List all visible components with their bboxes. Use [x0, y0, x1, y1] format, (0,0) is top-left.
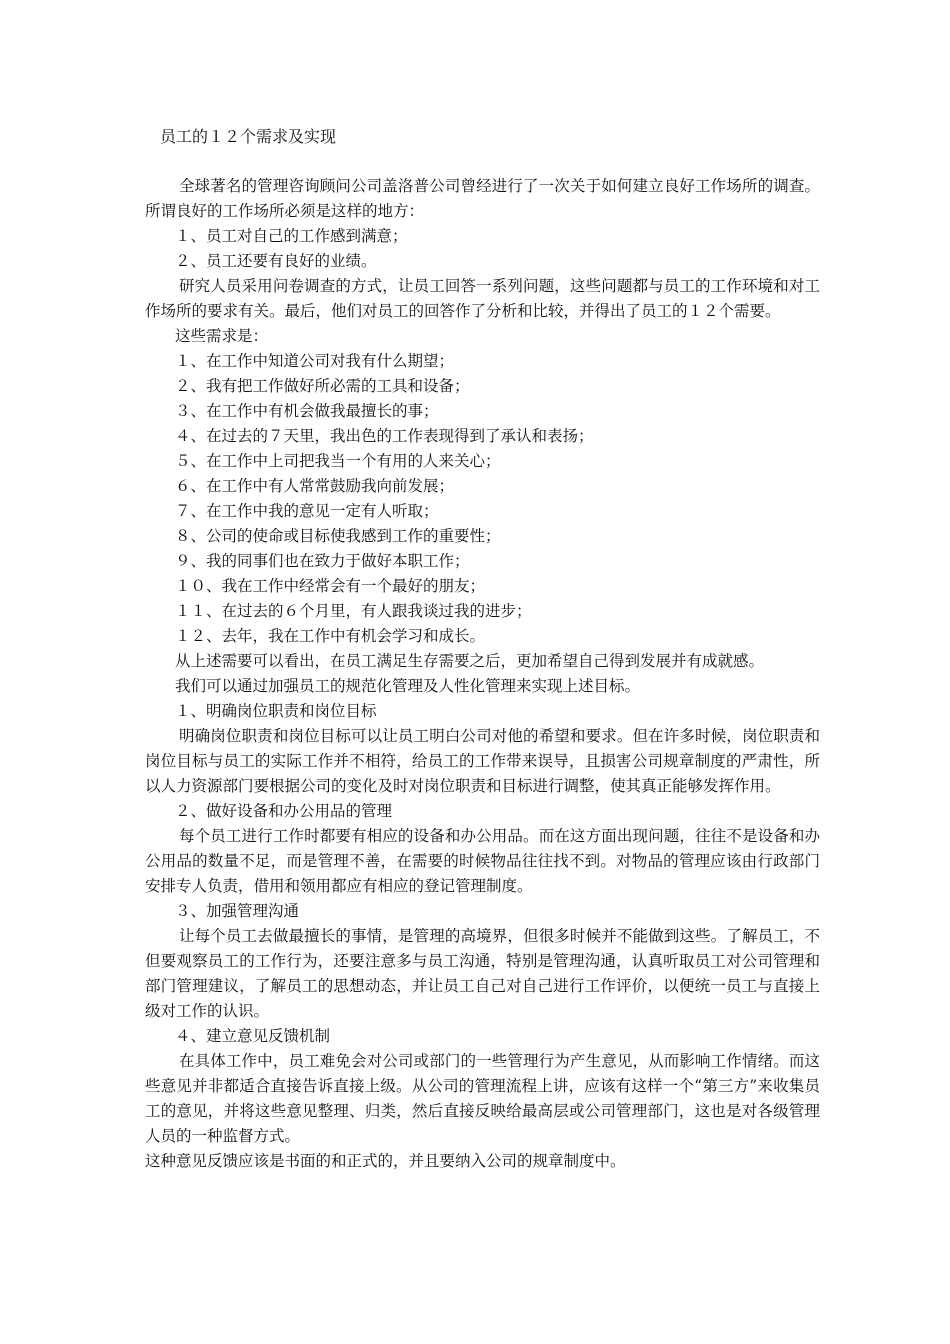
- research-paragraph: 研究人员采用问卷调查的方式，让员工回答一系列问题，这些问题都与员工的工作环境和对工作场所的要求有关。最后，他们对员工的回答作了分析和比较，并得出了员工的１２个需要。: [145, 277, 820, 320]
- section-paragraph: 让每个员工去做最擅长的事情，是管理的高境界，但很多时候并不能做到这些。了解员工，不但要观察员工的工作行为，还要注意多与员工沟通，特别是管理沟通，认真听取员工对公司管理和部门管理建议，了解员工的思想动态，并让员工自己对自己进行工作评价，以便统一员工与直接上级对工作的认识。: [145, 927, 820, 1020]
- condition-item: ２、员工还要有良好的业绩。: [175, 252, 377, 270]
- closing-line: 这种意见反馈应该是书面的和正式的，并且要纳入公司的规章制度中。: [145, 1152, 626, 1170]
- need-item: １１、在过去的６个月里，有人跟我谈过我的进步；: [175, 602, 532, 620]
- need-item: １２、去年，我在工作中有机会学习和成长。: [175, 627, 486, 645]
- section-heading: ３、加强管理沟通: [175, 902, 300, 920]
- section-paragraph: 在具体工作中，员工难免会对公司或部门的一些管理行为产生意见，从而影响工作情绪。而这些意见并非都适合直接告诉直接上级。从公司的管理流程上讲，应该有这样一个“第三方”来收集员工的意见，并将这些意见整理、归类，然后直接反映给最高层或公司管理部门，这也是对各级管理人员的一种监督方式。: [145, 1052, 820, 1145]
- need-item: ９、我的同事们也在致力于做好本职工作；: [175, 552, 470, 570]
- section-heading: ４、建立意见反馈机制: [175, 1027, 331, 1045]
- need-item: １、在工作中知道公司对我有什么期望；: [175, 352, 455, 370]
- section-paragraph: 每个员工进行工作时都要有相应的设备和办公用品。而在这方面出现问题，往往不是设备和办公用品的数量不足，而是管理不善，在需要的时候物品往往找不到。对物品的管理应该由行政部门安排专人负责，借用和领用都应有相应的登记管理制度。: [145, 827, 820, 895]
- intro-paragraph: 全球著名的管理咨询顾问公司盖洛普公司曾经进行了一次关于如何建立良好工作场所的调查。所谓良好的工作场所必须是这样的地方：: [145, 177, 820, 220]
- needs-heading: 这些需求是：: [175, 327, 269, 345]
- need-item: １０、我在工作中经常会有一个最好的朋友；: [175, 577, 486, 595]
- need-item: ３、在工作中有机会做我最擅长的事；: [175, 402, 439, 420]
- need-item: ５、在工作中上司把我当一个有用的人来关心；: [175, 452, 501, 470]
- summary-line: 从上述需要可以看出，在员工满足生存需要之后，更加希望自己得到发展并有成就感。: [175, 652, 765, 670]
- need-item: ７、在工作中我的意见一定有人听取；: [175, 502, 439, 520]
- section-heading: １、明确岗位职责和岗位目标: [175, 702, 377, 720]
- document-title: 员工的１２个需求及实现: [160, 127, 337, 146]
- need-item: ２、我有把工作做好所必需的工具和设备；: [175, 377, 470, 395]
- need-item: ４、在过去的７天里，我出色的工作表现得到了承认和表扬；: [175, 427, 594, 445]
- condition-item: １、员工对自己的工作感到满意；: [175, 227, 408, 245]
- document-body: [145, 174, 820, 1174]
- need-item: ６、在工作中有人常常鼓励我向前发展；: [175, 477, 455, 495]
- summary-line: 我们可以通过加强员工的规范化管理及人性化管理来实现上述目标。: [175, 677, 641, 695]
- section-heading: ２、做好设备和办公用品的管理: [175, 802, 393, 820]
- section-paragraph: 明确岗位职责和岗位目标可以让员工明白公司对他的希望和要求。但在许多时候，岗位职责和岗位目标与员工的实际工作并不相符，给员工的工作带来误导，且损害公司规章制度的严肃性，所以人力资源部门要根据公司的变化及时对岗位职责和目标进行调整，使其真正能够发挥作用。: [145, 727, 820, 795]
- need-item: ８、公司的使命或目标使我感到工作的重要性；: [175, 527, 501, 545]
